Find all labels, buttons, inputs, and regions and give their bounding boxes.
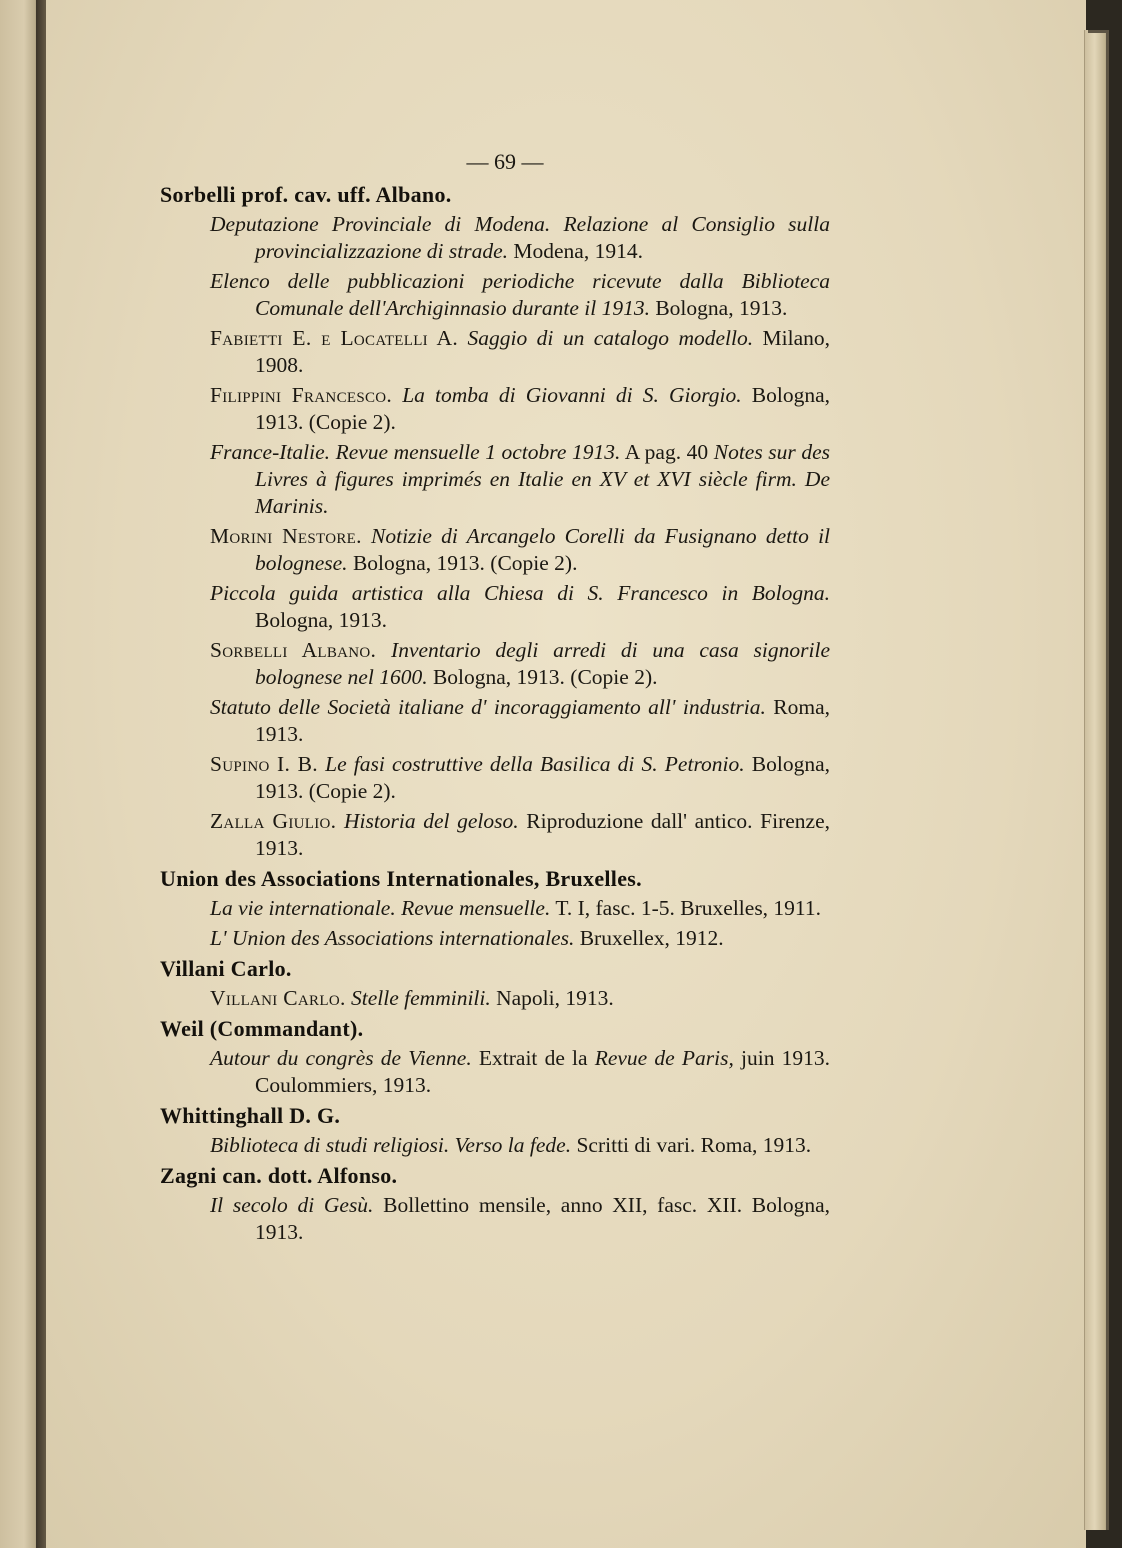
bibliography-entry xyxy=(210,985,830,1012)
entry-details: Modena, 1914. xyxy=(508,239,643,263)
entry-title: Biblioteca di studi religiosi. Verso la fede. xyxy=(210,1133,572,1157)
entry-details: A pag. 40 xyxy=(620,440,714,464)
entry-author: Villani Carlo. xyxy=(210,986,346,1010)
page-number: — 69 — xyxy=(466,149,544,174)
bibliography-entry xyxy=(210,1192,830,1246)
entry-details: Riproduzione dall' antico. Firenze, 1913. xyxy=(255,809,830,860)
page-content xyxy=(160,148,830,1249)
entry-details: juin 1913. Coulommiers, 1913. xyxy=(255,1046,830,1097)
bibliography-entry xyxy=(210,325,830,379)
entry-details: Bologna, 1913. (Copie 2). xyxy=(255,752,831,803)
entry-details: Scritti di vari. Roma, 1913. xyxy=(571,1133,812,1157)
entry-details: Bologna, 1913. (Copie 2). xyxy=(255,383,831,434)
entry-title: Piccola guida artistica alla Chiesa di S. Francesco in Bologna. xyxy=(210,581,830,605)
bibliography-entry xyxy=(210,1132,830,1159)
entry-author: Filippini Francesco. xyxy=(210,383,393,407)
entry-author: Sorbelli Albano. xyxy=(210,638,377,662)
bibliography-entry xyxy=(210,523,830,577)
entry-title: Autour du congrès de Vienne. xyxy=(210,1046,472,1070)
entry-details: T. I, fasc. 1-5. Bruxelles, 1911. xyxy=(550,896,822,920)
entry-details: Roma, 1913. xyxy=(255,695,830,746)
bibliography-entry xyxy=(210,580,830,634)
facing-page-edge xyxy=(0,0,40,1548)
bibliography-entry xyxy=(210,439,830,520)
entry-title: Notizie di Arcangelo Corelli da Fusignano detto il bolognese. xyxy=(255,524,831,575)
entry-title: Elenco delle pubblicazioni periodiche ricevute dalla Biblioteca Comunale dell'Archiginnasio durante il 1913. xyxy=(210,269,830,320)
entry-details: Bologna, 1913. xyxy=(255,608,387,632)
donor-heading: Whittinghall D. G. xyxy=(160,1103,341,1128)
donor-heading: Union des Associations Internationales, Bruxelles. xyxy=(160,866,642,891)
entry-title: Historia del geloso. xyxy=(343,809,519,833)
entry-details: Bologna, 1913. (Copie 2). xyxy=(347,551,578,575)
entry-author: Fabietti E. e Locatelli A. xyxy=(210,326,459,350)
bibliography-entry xyxy=(210,637,830,691)
entry-author: Supino I. B. xyxy=(210,752,318,776)
donor-section xyxy=(160,1015,830,1099)
donor-section xyxy=(160,955,830,1012)
entry-title: La vie internationale. Revue mensuelle. xyxy=(210,896,551,920)
bibliography-entry xyxy=(210,382,830,436)
bibliography-entry xyxy=(210,808,830,862)
entry-title: Deputazione Provinciale di Modena. Relazione al Consiglio sulla provincializzazione di strade. xyxy=(210,212,830,263)
entry-author: Zalla Giulio. xyxy=(210,809,337,833)
entry-details: Bollettino mensile, anno XII, fasc. XII. Bologna, 1913. xyxy=(255,1193,831,1244)
entry-details: Bologna, 1913. (Copie 2). xyxy=(427,665,658,689)
donor-section xyxy=(160,1162,830,1246)
entry-details: Milano, 1908. xyxy=(255,326,831,377)
entry-title: Inventario degli arredi di una casa signorile bolognese nel 1600. xyxy=(255,638,831,689)
entry-title: Notes sur des Livres à figures imprimés en Italie en XV et XVI siècle firm. De Marinis. xyxy=(255,440,830,518)
donor-heading: Villani Carlo. xyxy=(160,956,292,981)
entry-details: Bologna, 1913. xyxy=(649,296,788,320)
bibliography-entry xyxy=(210,751,830,805)
bibliography-entry xyxy=(210,1045,830,1099)
entry-details: Bruxellex, 1912. xyxy=(574,926,724,950)
entry-details: Napoli, 1913. xyxy=(490,986,614,1010)
donor-heading: Zagni can. dott. Alfonso. xyxy=(160,1163,398,1188)
donor-section xyxy=(160,865,830,952)
donor-section xyxy=(160,1102,830,1159)
bibliography-entry xyxy=(210,895,830,922)
bibliography-entry xyxy=(210,694,830,748)
entry-details: Extrait de la xyxy=(471,1046,595,1070)
entry-title: Statuto delle Società italiane d' incoraggiamento all' industria. xyxy=(210,695,766,719)
entry-title: Saggio di un catalogo modello. xyxy=(467,326,754,350)
frame-line-right xyxy=(1106,30,1109,1530)
bibliography-entry xyxy=(210,268,830,322)
entry-title: L' Union des Associations internationales. xyxy=(210,926,575,950)
donor-section xyxy=(160,181,830,862)
entry-title: France-Italie. Revue mensuelle 1 octobre 1913. xyxy=(210,440,621,464)
bibliography-entry xyxy=(210,925,830,952)
entry-title: Revue de Paris, xyxy=(594,1046,734,1070)
donor-heading: Sorbelli prof. cav. uff. Albano. xyxy=(160,182,452,207)
entry-title: La tomba di Giovanni di S. Giorgio. xyxy=(402,383,742,407)
bibliography-entry xyxy=(210,211,830,265)
bibliography-list xyxy=(160,181,830,1246)
entry-author: Morini Nestore. xyxy=(210,524,362,548)
entry-title: Le fasi costruttive della Basilica di S. Petronio. xyxy=(325,752,745,776)
donor-heading: Weil (Commandant). xyxy=(160,1016,364,1041)
entry-title: Stelle femminili. xyxy=(351,986,491,1010)
entry-title: Il secolo di Gesù. xyxy=(210,1193,374,1217)
frame-line-top xyxy=(1088,30,1106,33)
